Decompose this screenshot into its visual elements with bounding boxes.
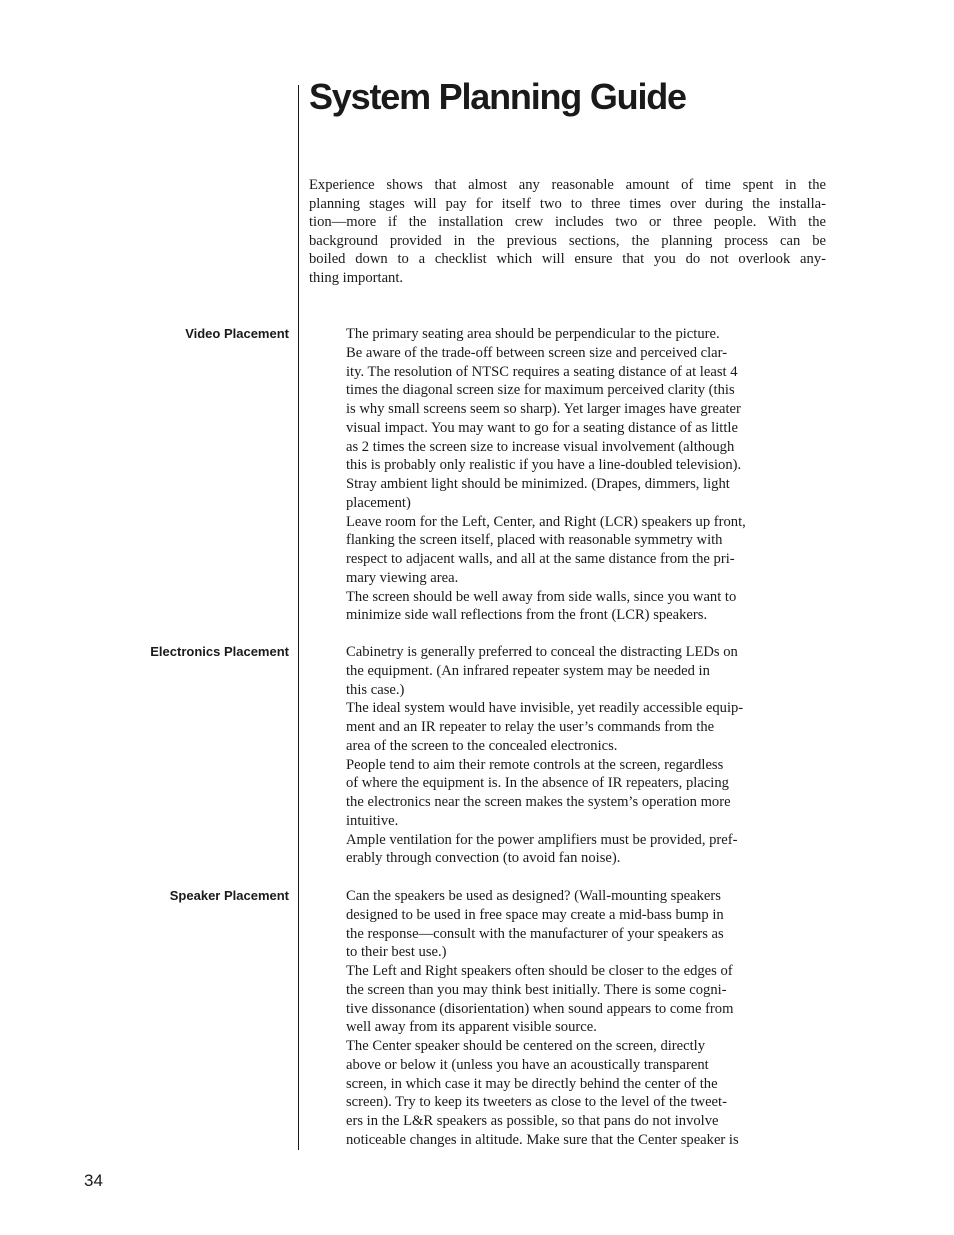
body-line: flanking the screen itself, placed with reasonable symmetry with (346, 532, 723, 549)
body-line: ity. The resolution of NTSC requires a seating distance of at least 4 (346, 363, 738, 380)
body-line: visual impact. You may want to go for a seating distance of as little (346, 419, 738, 436)
body-line: The Left and Right speakers often should be closer to the edges of (346, 963, 733, 979)
page-title: System Planning Guide (309, 76, 686, 117)
body-line: intuitive. (346, 812, 399, 829)
intro-line: planning stages will pay for itself two to three times over during the installa- (309, 195, 826, 212)
body-line: mary viewing area. (346, 569, 459, 586)
body-line: tive dissonance (disorientation) when sound appears to come from (346, 1000, 734, 1017)
body-line: is why small screens seem so sharp). Yet larger images have greater (346, 401, 741, 417)
intro-line: Experience shows that almost any reasonable amount of time spent in the (309, 177, 826, 193)
intro-paragraph (309, 176, 826, 288)
body-line: to their best use.) (346, 944, 447, 961)
body-line: The Center speaker should be centered on the screen, directly (346, 1038, 706, 1054)
body-line: ment and an IR repeater to relay the user’s commands from the (346, 719, 715, 735)
intro-line: tion—more if the installation crew includes two or three people. With the (309, 214, 826, 231)
section-body-electronics-placement (346, 643, 791, 868)
body-line: this case.) (346, 681, 405, 698)
body-line: of where the equipment is. In the absence of IR repeaters, placing (346, 775, 729, 792)
body-line: erably through convection (to avoid fan noise). (346, 850, 621, 867)
body-line: this is probably only realistic if you have a line-doubled television). (346, 457, 742, 474)
body-line: the electronics near the screen makes the system’s operation more (346, 794, 731, 810)
body-line: People tend to aim their remote controls at the screen, regardless (346, 756, 724, 773)
body-line: screen). Try to keep its tweeters as close to the level of the tweet- (346, 1094, 727, 1111)
body-line: well away from its apparent visible source. (346, 1019, 597, 1036)
body-line: Leave room for the Left, Center, and Right (LCR) speakers up front, (346, 513, 746, 530)
body-line: respect to adjacent walls, and all at the same distance from the pri- (346, 551, 735, 567)
body-line: area of the screen to the concealed electronics. (346, 737, 618, 754)
body-line: Stray ambient light should be minimized. (Drapes, dimmers, light (346, 476, 730, 492)
body-line: the equipment. (An infrared repeater system may be needed in (346, 662, 710, 679)
intro-line: background provided in the previous sections, the planning process can be (309, 232, 826, 249)
section-label-video-placement: Video Placement (185, 326, 289, 341)
body-line: the response—consult with the manufacturer of your speakers as (346, 925, 724, 942)
section-body-speaker-placement (346, 887, 791, 1150)
intro-line: boiled down to a checklist which will ensure that you do not overlook any- (309, 251, 826, 268)
body-line: The screen should be well away from side walls, since you want to (346, 588, 737, 605)
margin-rule (298, 85, 299, 1150)
body-line: above or below it (unless you have an acoustically transparent (346, 1056, 709, 1073)
body-line: times the diagonal screen size for maximum perceived clarity (this (346, 382, 735, 399)
section-body-video-placement (346, 325, 791, 625)
body-line: as 2 times the screen size to increase visual involvement (although (346, 438, 735, 455)
body-line: Can the speakers be used as designed? (Wall-mounting speakers (346, 888, 721, 904)
body-line: designed to be used in free space may create a mid-bass bump in (346, 906, 724, 923)
body-line: placement) (346, 494, 411, 511)
body-line: Cabinetry is generally preferred to conceal the distracting LEDs on (346, 644, 738, 660)
body-line: Ample ventilation for the power amplifiers must be provided, pref- (346, 831, 738, 848)
body-line: noticeable changes in altitude. Make sure that the Center speaker is (346, 1131, 739, 1148)
body-line: Be aware of the trade-off between screen size and perceived clar- (346, 344, 728, 361)
body-line: The primary seating area should be perpendicular to the picture. (346, 326, 720, 342)
section-label-electronics-placement: Electronics Placement (150, 644, 289, 659)
body-line: the screen than you may think best initially. There is some cogni- (346, 981, 727, 998)
body-line: minimize side wall reflections from the front (LCR) speakers. (346, 607, 708, 624)
section-label-speaker-placement: Speaker Placement (169, 888, 289, 903)
body-line: screen, in which case it may be directly behind the center of the (346, 1075, 718, 1092)
page-number: 34 (84, 1171, 103, 1190)
body-line: ers in the L&R speakers as possible, so that pans do not involve (346, 1113, 719, 1129)
intro-line: thing important. (309, 269, 404, 286)
body-line: The ideal system would have invisible, yet readily accessible equip- (346, 700, 744, 717)
